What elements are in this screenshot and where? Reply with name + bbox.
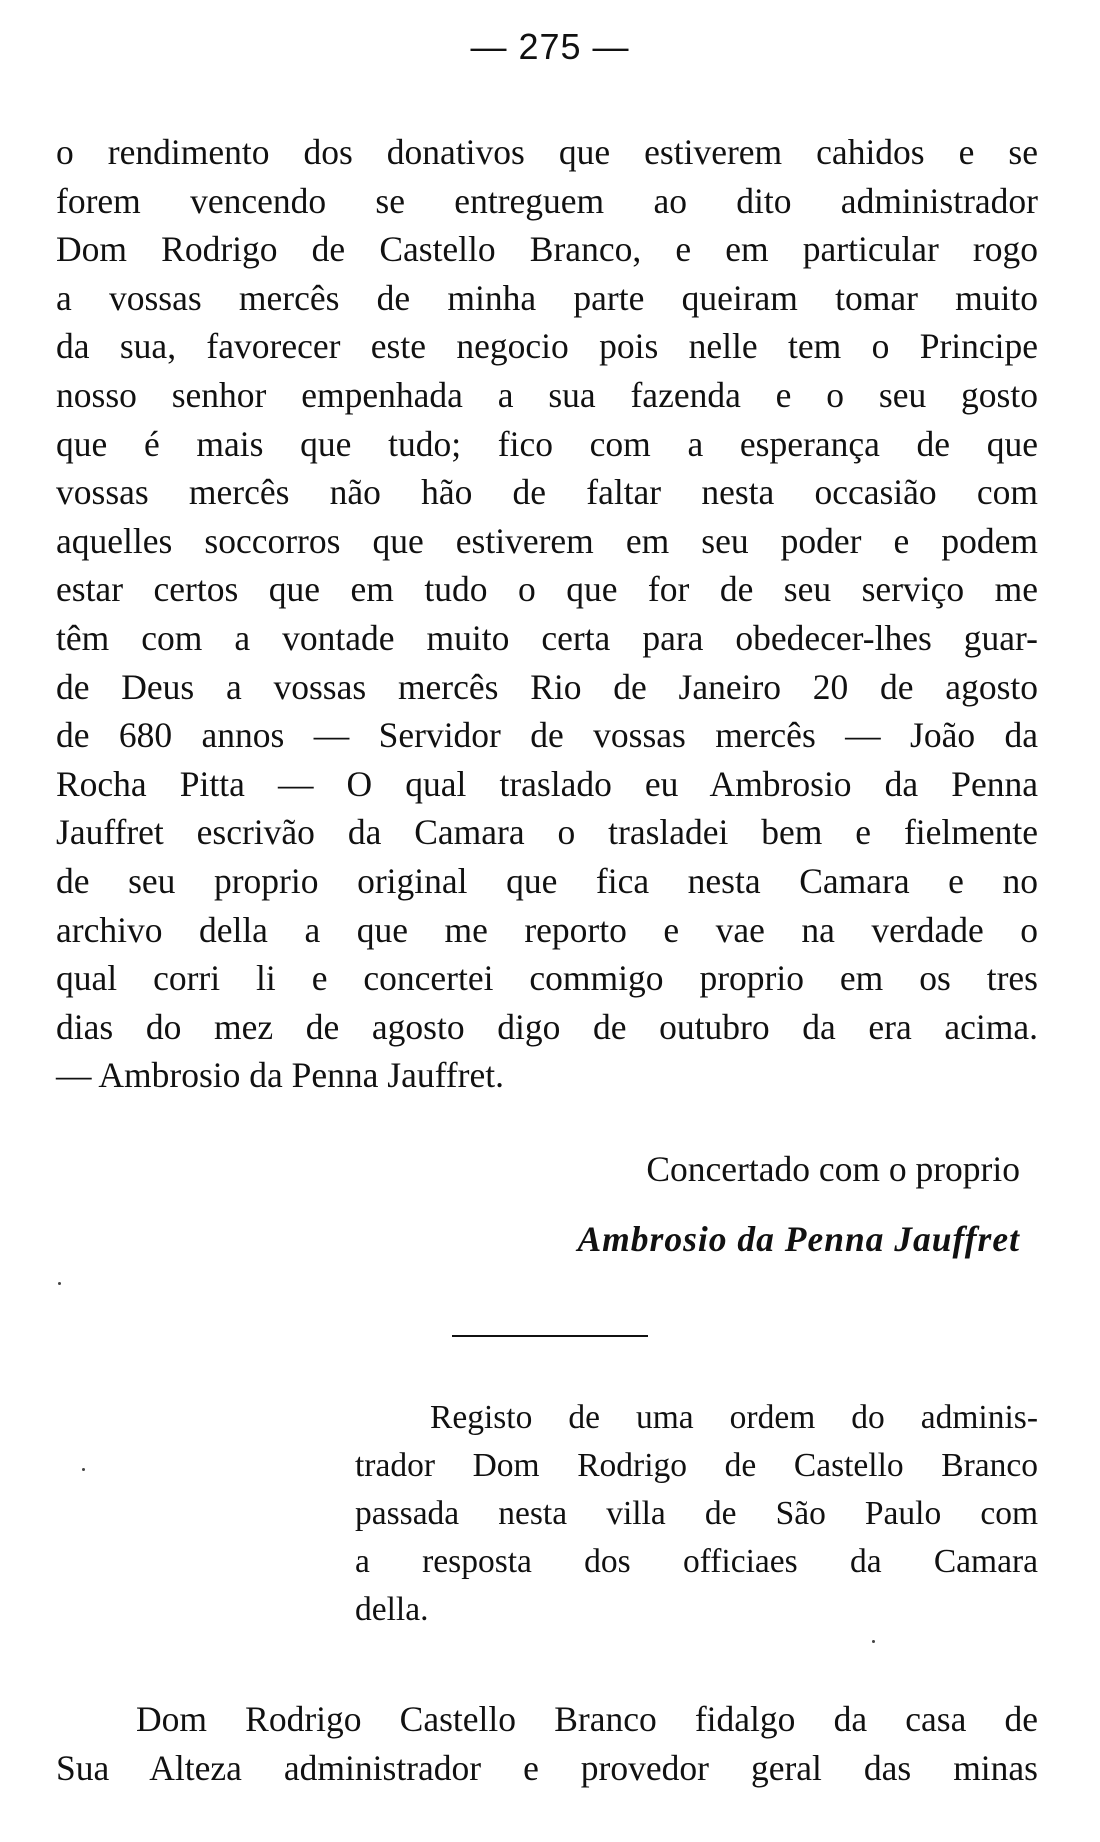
heading-line: Registo de uma ordem do adminis- (430, 1399, 1038, 1436)
body-line: archivo della a que me reporto e vae na verdade o (56, 909, 1038, 950)
body-line: de 680 annos — Servidor de vossas mercês — João da (56, 715, 1038, 756)
body-line: têm com a vontade muito certa para obedecer-lhes guar- (56, 617, 1038, 658)
body-line: Dom Rodrigo de Castello Branco, e em particular rogo (56, 229, 1038, 270)
body-line: Jauffret escrivão da Camara o trasladei bem e fielmente (56, 812, 1038, 853)
closing-line: Dom Rodrigo Castello Branco fidalgo da casa de (136, 1699, 1038, 1739)
concertado-note: Concertado com o proprio (646, 1149, 1020, 1189)
scan-speck (872, 1640, 875, 1643)
body-line: forem vencendo se entreguem ao dito administrador (56, 180, 1038, 221)
heading-line: trador Dom Rodrigo de Castello Branco (355, 1447, 1038, 1484)
closing-line: Sua Alteza administrador e provedor geral das minas (56, 1747, 1038, 1788)
section-heading (355, 1394, 1038, 1634)
body-line: a vossas mercês de minha parte queiram tomar muito (56, 277, 1038, 318)
body-line: que é mais que tudo; fico com a esperança de que (56, 423, 1038, 464)
closing-paragraph (56, 1695, 1038, 1792)
body-line: nosso senhor empenhada a sua fazenda e o seu gosto (56, 374, 1038, 415)
heading-line: passada nesta villa de São Paulo com (355, 1495, 1038, 1532)
body-line: de Deus a vossas mercês Rio de Janeiro 20 de agosto (56, 666, 1038, 707)
body-line: aquelles soccorros que estiverem em seu poder e podem (56, 520, 1038, 561)
page-number: — 275 — (470, 26, 630, 67)
body-line: dias do mez de agosto digo de outubro da era acima. (56, 1006, 1038, 1047)
body-line: de seu proprio original que fica nesta Camara e no (56, 860, 1038, 901)
heading-line: della. (355, 1591, 429, 1628)
scan-speck (58, 1282, 61, 1285)
scan-speck (82, 1468, 85, 1471)
body-line: o rendimento dos donativos que estiverem cahidos e se (56, 132, 1038, 172)
body-line: estar certos que em tudo o que for de seu serviço me (56, 569, 1038, 610)
section-divider (452, 1335, 648, 1337)
body-line: vossas mercês não hão de faltar nesta occasião com (56, 472, 1038, 513)
body-line: — Ambrosio da Penna Jauffret. (56, 1055, 504, 1096)
signoff-block (577, 1149, 1020, 1259)
body-line: qual corri li e concertei commigo proprio em os tres (56, 958, 1038, 999)
scribe-signature: Ambrosio da Penna Jauffret (577, 1218, 1020, 1259)
body-line: da sua, favorecer este negocio pois nelle tem o Principe (56, 326, 1038, 367)
body-text (56, 128, 1038, 1100)
heading-line: a resposta dos officiaes da Camara (355, 1543, 1038, 1580)
body-line: Rocha Pitta — O qual traslado eu Ambrosio da Penna (56, 763, 1038, 804)
